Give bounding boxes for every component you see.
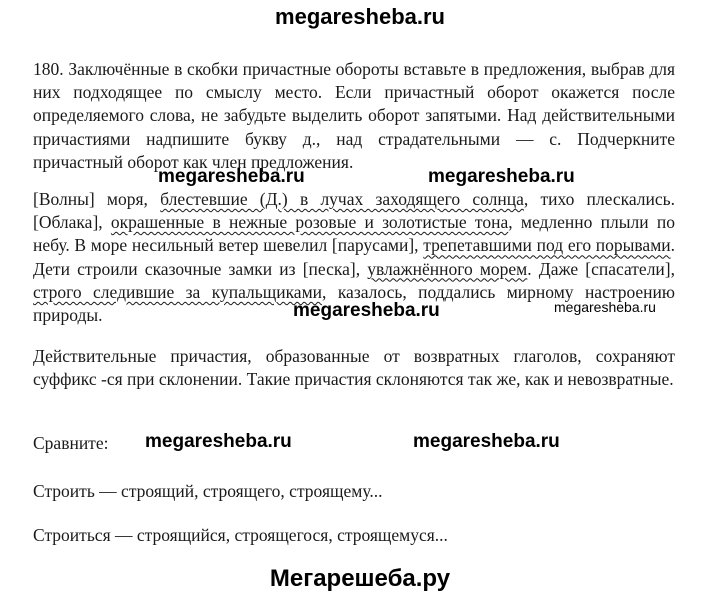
watermark-compare-right: megaresheba.ru: [413, 431, 560, 452]
watermark-mid-left: megaresheba.ru: [158, 166, 305, 187]
sentence-fragment: , казалось, поддались мирному настроению природы.: [33, 281, 675, 326]
sentence-fragment: , тихо плескались. [Облака],: [33, 189, 675, 233]
sentence-fragment: . Дети строили сказочные замки из [песка],: [33, 235, 676, 279]
compare-example-1: Строить — строящий, строящего, строящему...: [33, 481, 383, 501]
participle-phrase-4: увлажнённого морем: [367, 258, 528, 279]
watermark-bottom: Мегарешеба.ру: [269, 565, 451, 592]
participle-phrase-1: блестевшие (Д.) в лучах заходящего солнца: [160, 189, 524, 209]
watermark-top: megaresheba.ru: [275, 4, 445, 29]
sentence-fragment: , медленно плыли по небу. В море несильный ветер шевелил [парусами],: [33, 212, 675, 256]
sentence-fragment: [Волны] моря,: [33, 189, 161, 209]
task-text: 180. Заключённые в скобки причастные обороты вставьте в предложения, выбрав для них подходящее по смыслу место. Если причастный оборот окажется после определяемого слова, не забудьте выделить оборот запятыми. Над действительными причастиями надпишите букву д., над страдательными — с. Подчеркните причастный оборот как член предложения.: [33, 59, 675, 172]
compare-label: Сравните:: [33, 433, 109, 453]
watermark-compare-left: megaresheba.ru: [145, 431, 292, 452]
participle-phrase-2: окрашенные в нежные розовые и золотистые тона: [110, 212, 509, 233]
compare-example-2: Строиться — строящийся, строящегося, строящемуся...: [33, 525, 448, 545]
sentence-fragment: . Даже [спасатели],: [527, 258, 675, 279]
watermark-mid-right: megaresheba.ru: [428, 166, 575, 187]
rule-text: Действительные причастия, образованные от возвратных глаголов, сохраняют суффикс -ся при склонении. Такие причастия склоняются так же, как и невозвратные.: [33, 346, 675, 390]
watermark-small: megaresheba.ru: [554, 299, 656, 315]
participle-phrase-3: трепетавшими под его порывами: [423, 235, 671, 256]
watermark-inline: megaresheba.ru: [293, 300, 440, 321]
participle-phrase-5: строго следившие за купальщиками: [33, 281, 323, 302]
